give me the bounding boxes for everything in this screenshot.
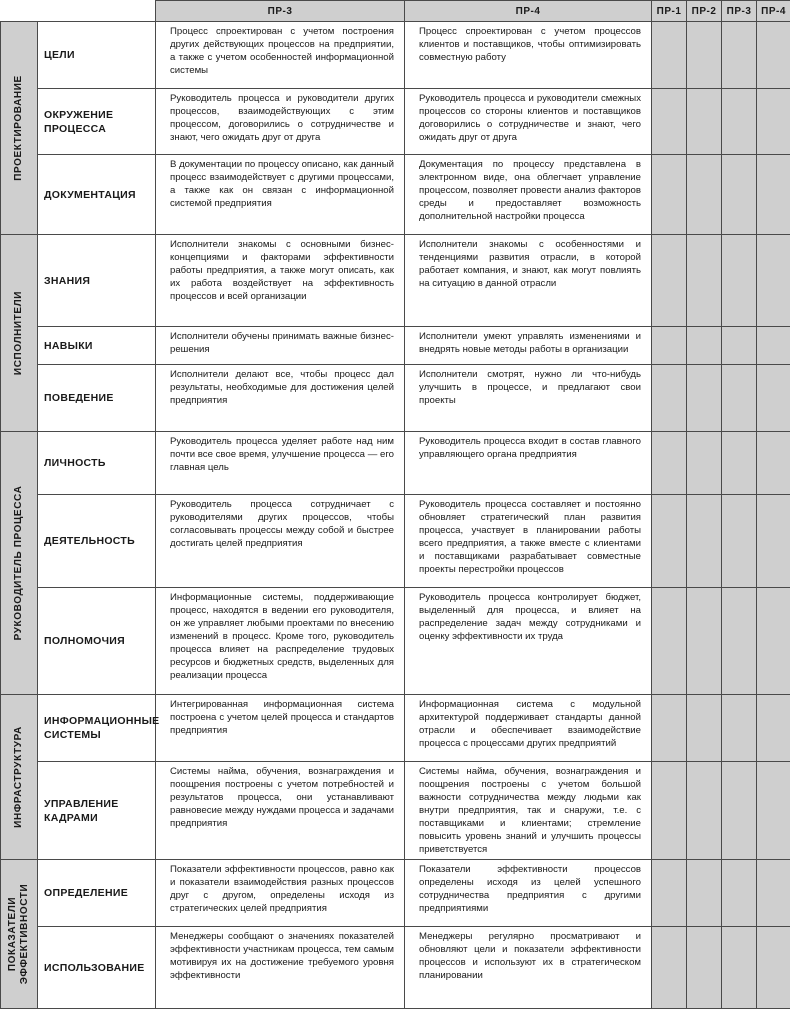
- header-pr3: ПР-3: [156, 1, 405, 22]
- check-cell-pr4[interactable]: [757, 155, 790, 235]
- row-label: ЗНАНИЯ: [38, 235, 156, 327]
- pr3-cell: Менеджеры сообщают о значениях показателей эффективности участникам процесса, тем самым мотивируя их на достижение требуемого уровня эффективности: [156, 927, 405, 1009]
- check-cell-pr4[interactable]: [757, 235, 790, 327]
- check-cell-pr1[interactable]: [652, 495, 687, 588]
- group-design: [1, 22, 38, 235]
- check-cell-pr2[interactable]: [687, 695, 722, 762]
- check-cell-pr3[interactable]: [722, 927, 757, 1009]
- pr3-cell: Системы найма, обучения, вознаграждения и поощрения построены с учетом потребностей и результатов процесса, они устанавливают равновесие между нуждами процесса и задачами предприятия: [156, 762, 405, 860]
- row-label: ЛИЧНОСТЬ: [38, 432, 156, 495]
- table-row: [1, 695, 790, 762]
- pr4-cell: Руководитель процесса и руководители смежных процессов со стороны клиентов и поставщиков договорились о сотрудничестве и знают, чего ожидать друг от друга: [405, 89, 652, 155]
- table-row: [1, 155, 790, 235]
- table-row: [1, 22, 790, 89]
- pr3-cell: Руководитель процесса и руководители других процессов, взаимодействующих с этим процессом, договорились о сотрудничестве и знают, чего ожидать друг от друга: [156, 89, 405, 155]
- check-cell-pr2[interactable]: [687, 762, 722, 860]
- check-cell-pr3[interactable]: [722, 22, 757, 89]
- check-cell-pr2[interactable]: [687, 432, 722, 495]
- check-cell-pr4[interactable]: [757, 89, 790, 155]
- check-cell-pr2[interactable]: [687, 235, 722, 327]
- row-label: ОКРУЖЕНИЕ ПРОЦЕССА: [38, 89, 156, 155]
- pr4-cell: Руководитель процесса контролирует бюджет, выделенный для процесса, и влияет на распределение задач между сотрудниками и оценку эффективности их труда: [405, 588, 652, 695]
- check-cell-pr2[interactable]: [687, 327, 722, 365]
- check-cell-pr3[interactable]: [722, 695, 757, 762]
- check-cell-pr4[interactable]: [757, 762, 790, 860]
- pr3-cell: Исполнители обучены принимать важные бизнес-решения: [156, 327, 405, 365]
- group-label: ПРОЕКТИРОВАНИЕ: [13, 75, 25, 181]
- group-performers: [1, 235, 38, 432]
- pr3-cell: Руководитель процесса уделяет работе над ним почти все свое время, улучшение процесса — его главная цель: [156, 432, 405, 495]
- pr3-cell: В документации по процессу описано, как данный процесс взаимодействует с другими процессами, а также как он связан с информационной системой предприятия: [156, 155, 405, 235]
- check-cell-pr1[interactable]: [652, 695, 687, 762]
- pr4-cell: Исполнители умеют управлять изменениями и внедрять новые методы работы в организации: [405, 327, 652, 365]
- table-row: [1, 927, 790, 1009]
- check-cell-pr3[interactable]: [722, 588, 757, 695]
- row-label: ЦЕЛИ: [38, 22, 156, 89]
- group-kpi: [1, 860, 38, 1009]
- pr4-cell: Системы найма, обучения, вознаграждения и поощрения построены с учетом большой важности сотрудничества между людьми как внутри предприятия, так и снаружи, т.е. с поставщиками и клиентами; стремление повысить уровень знаний и улучшить процессы приветствуется: [405, 762, 652, 860]
- check-cell-pr3[interactable]: [722, 762, 757, 860]
- check-cell-pr4[interactable]: [757, 327, 790, 365]
- pr4-cell: Руководитель процесса составляет и постоянно обновляет стратегический план развития процесса, участвует в планировании работы всего предприятия, а также вместе с клиентами и поставщиками разрабатывает совместные проекты перестройки процессов: [405, 495, 652, 588]
- check-cell-pr4[interactable]: [757, 495, 790, 588]
- header-pr4: ПР-4: [405, 1, 652, 22]
- check-cell-pr1[interactable]: [652, 432, 687, 495]
- check-cell-pr3[interactable]: [722, 235, 757, 327]
- check-cell-pr1[interactable]: [652, 860, 687, 927]
- row-label: УПРАВЛЕНИЕ КАДРАМИ: [38, 762, 156, 860]
- check-cell-pr3[interactable]: [722, 89, 757, 155]
- pr4-cell: Процесс спроектирован с учетом процессов клиентов и поставщиков, чтобы оптимизировать совместную работу: [405, 22, 652, 89]
- row-label: НАВЫКИ: [38, 327, 156, 365]
- check-cell-pr3[interactable]: [722, 327, 757, 365]
- check-cell-pr1[interactable]: [652, 22, 687, 89]
- pr3-cell: Интегрированная информационная система построена с учетом целей процесса и стандартов предприятия: [156, 695, 405, 762]
- check-cell-pr3[interactable]: [722, 860, 757, 927]
- group-label: РУКОВОДИТЕЛЬ ПРОЦЕССА: [13, 486, 25, 641]
- check-cell-pr3[interactable]: [722, 155, 757, 235]
- pr3-cell: Руководитель процесса сотрудничает с руководителями других процессов, чтобы согласовывать процессы между собой и быстрее достигать целей предприятия: [156, 495, 405, 588]
- check-cell-pr4[interactable]: [757, 432, 790, 495]
- check-cell-pr2[interactable]: [687, 495, 722, 588]
- table-row: [1, 762, 790, 860]
- table-row: [1, 860, 790, 927]
- pr3-cell: Показатели эффективности процессов, равно как и показатели взаимодействия разных процессов друг с другом, определены исходя из стратегических целей предприятия: [156, 860, 405, 927]
- header-check-pr4: ПР-4: [757, 1, 790, 22]
- header-row: [1, 1, 790, 22]
- check-cell-pr4[interactable]: [757, 695, 790, 762]
- header-check-pr2: ПР-2: [687, 1, 722, 22]
- table-row: [1, 588, 790, 695]
- group-label-line: ЭФФЕКТИВНОСТИ: [19, 884, 31, 985]
- pr4-cell: Документация по процессу представлена в электронном виде, она облегчает управление процессом, позволяет провести анализ факторов среды и предоставляет возможность дополнительной настройки процесса: [405, 155, 652, 235]
- group-label: [7, 884, 31, 985]
- check-cell-pr1[interactable]: [652, 365, 687, 432]
- row-label: ИНФОРМАЦИОННЫЕ СИСТЕМЫ: [38, 695, 156, 762]
- pr4-cell: Менеджеры регулярно просматривают и обновляют цели и показатели эффективности процессов и используют их в стратегическом планировании: [405, 927, 652, 1009]
- check-cell-pr3[interactable]: [722, 365, 757, 432]
- row-label: ПОВЕДЕНИЕ: [38, 365, 156, 432]
- check-cell-pr4[interactable]: [757, 860, 790, 927]
- check-cell-pr4[interactable]: [757, 22, 790, 89]
- check-cell-pr1[interactable]: [652, 327, 687, 365]
- table-row: [1, 495, 790, 588]
- pr4-cell: Руководитель процесса входит в состав главного управляющего органа предприятия: [405, 432, 652, 495]
- pr3-cell: Информационные системы, поддерживающие процесс, находятся в ведении его руководителя, он же управляет любыми проектами по внесению изменений в процесс. Кроме того, руководитель процесса влияет на распределение трудовых ресурсов и бюджетных средств, выделенных для реализации процесса: [156, 588, 405, 695]
- check-cell-pr4[interactable]: [757, 588, 790, 695]
- check-cell-pr1[interactable]: [652, 927, 687, 1009]
- group-infrastructure: [1, 695, 38, 860]
- check-cell-pr3[interactable]: [722, 432, 757, 495]
- pr4-cell: Информационная система с модульной архитектурой поддерживает стандарты данной отрасли и обеспечивает взаимодействие процесса с процессами других предприятий: [405, 695, 652, 762]
- header-check-pr1: ПР-1: [652, 1, 687, 22]
- check-cell-pr4[interactable]: [757, 365, 790, 432]
- pr3-cell: Исполнители делают все, чтобы процесс дал результаты, необходимые для достижения целей предприятия: [156, 365, 405, 432]
- pr3-cell: Исполнители знакомы с основными бизнес-концепциями и факторами эффективности работы предприятия, а также могут описать, как их работа воздействует на эффективность процессов и всей организации: [156, 235, 405, 327]
- check-cell-pr4[interactable]: [757, 927, 790, 1009]
- check-cell-pr3[interactable]: [722, 495, 757, 588]
- check-cell-pr2[interactable]: [687, 89, 722, 155]
- pr4-cell: Исполнители знакомы с особенностями и тенденциями развития отрасли, в которой работает компания, и знают, как могут повлиять на ситуацию в данной отрасли: [405, 235, 652, 327]
- row-label: ДОКУМЕНТАЦИЯ: [38, 155, 156, 235]
- pr4-cell: Исполнители смотрят, нужно ли что-нибудь улучшить в процессе, и предлагают свои проекты: [405, 365, 652, 432]
- row-label: ДЕЯТЕЛЬНОСТЬ: [38, 495, 156, 588]
- pr3-cell: Процесс спроектирован с учетом построения других действующих процессов на предприятии, а также с учетом особенностей информационной системы: [156, 22, 405, 89]
- table-row: [1, 235, 790, 327]
- check-cell-pr2[interactable]: [687, 155, 722, 235]
- row-label: ИСПОЛЬЗОВАНИЕ: [38, 927, 156, 1009]
- table-row: [1, 327, 790, 365]
- check-cell-pr1[interactable]: [652, 155, 687, 235]
- check-cell-pr1[interactable]: [652, 89, 687, 155]
- check-cell-pr2[interactable]: [687, 22, 722, 89]
- check-cell-pr2[interactable]: [687, 860, 722, 927]
- table-row: [1, 89, 790, 155]
- table-row: [1, 365, 790, 432]
- header-check-pr3: ПР-3: [722, 1, 757, 22]
- check-cell-pr1[interactable]: [652, 588, 687, 695]
- check-cell-pr2[interactable]: [687, 588, 722, 695]
- check-cell-pr1[interactable]: [652, 762, 687, 860]
- table-row: [1, 432, 790, 495]
- group-label: ИНФРАСТРУКТУРА: [13, 726, 25, 828]
- group-label: ИСПОЛНИТЕЛИ: [13, 291, 25, 375]
- row-label: ПОЛНОМОЧИЯ: [38, 588, 156, 695]
- check-cell-pr1[interactable]: [652, 235, 687, 327]
- pr4-cell: Показатели эффективности процессов определены исходя из целей успешного сотрудничества предприятия с другими предприятиями: [405, 860, 652, 927]
- check-cell-pr2[interactable]: [687, 927, 722, 1009]
- row-label: ОПРЕДЕЛЕНИЕ: [38, 860, 156, 927]
- group-label-line: ПОКАЗАТЕЛИ: [7, 884, 19, 985]
- check-cell-pr2[interactable]: [687, 365, 722, 432]
- header-corner: [1, 1, 156, 22]
- group-process-owner: [1, 432, 38, 695]
